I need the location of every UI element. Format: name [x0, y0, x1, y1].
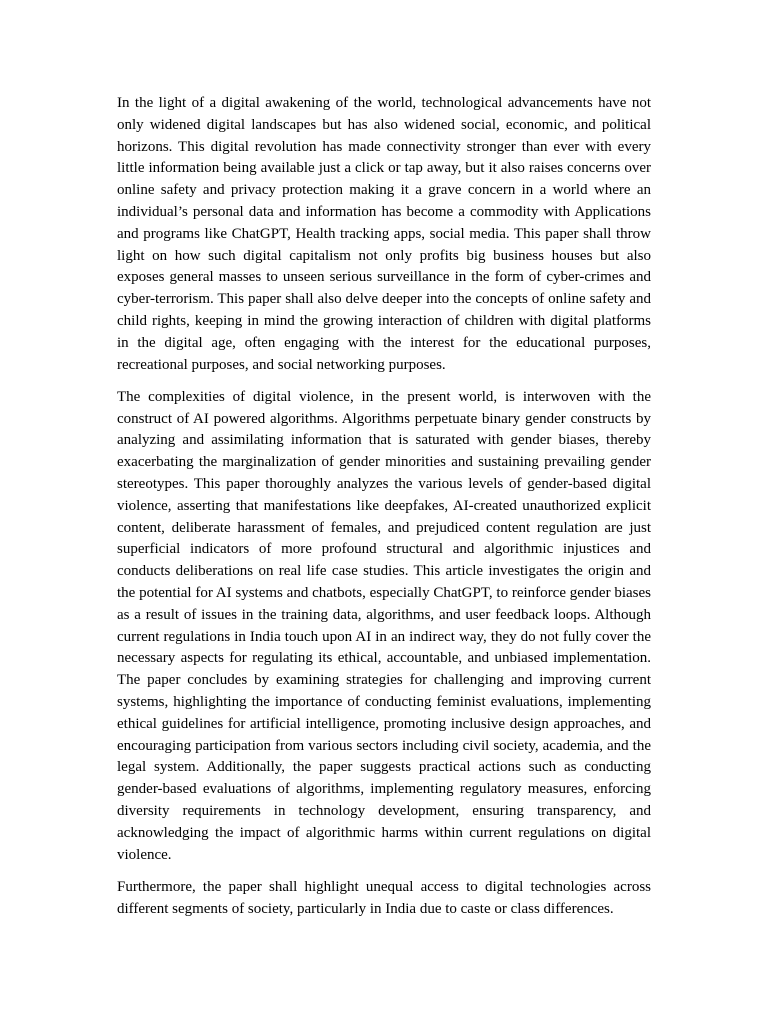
paragraph-2: The complexities of digital violence, in the present world, is interwoven with the construct of AI powered algorithms. Algorithms perpetuate binary gender constructs by analyzing and assimilating information that is saturated with gender biases, thereby exacerbating the marginalization of gender minorities and sustaining prevailing gender stereotypes. This paper thoroughly analyzes the various levels of gender-based digital violence, asserting that manifestations like deepfakes, AI-created unauthorized explicit content, deliberate harassment of females, and prejudiced content regulation are just superficial indicators of more profound structural and algorithmic injustices and conducts deliberations on real life case studies. This article investigates the origin and the potential for AI systems and chatbots, especially ChatGPT, to reinforce gender biases as a result of issues in the training data, algorithms, and user feedback loops. Although current regulations in India touch upon AI in an indirect way, they do not fully cover the necessary aspects for regulating its ethical, accountable, and unbiased implementation. The paper concludes by examining strategies for challenging and improving current systems, highlighting the importance of conducting feminist evaluations, implementing ethical guidelines for artificial intelligence, promoting inclusive design approaches, and encouraging participation from various sectors including civil society, academia, and the legal system. Additionally, the paper suggests practical actions such as conducting gender-based evaluations of algorithms, implementing regulatory measures, enforcing diversity requirements in technology development, ensuring transparency, and acknowledging the impact of algorithmic harms within current regulations on digital violence.	[117, 388, 651, 863]
paragraph-3: Furthermore, the paper shall highlight unequal access to digital technologies across different segments of society, particularly in India due to caste or class differences.	[117, 878, 651, 917]
paragraph-1: In the light of a digital awakening of the world, technological advancements have not only widened digital landscapes but has also widened social, economic, and political horizons. This digital revolution has made connectivity stronger than ever with every little information being available just a click or tap away, but it also raises concerns over online safety and privacy protection making it a grave concern in a world where an individual’s personal data and information has become a commodity with Applications and programs like ChatGPT, Health tracking apps, social media. This paper shall throw light on how such digital capitalism not only profits big business houses but also exposes general masses to unseen serious surveillance in the form of cyber-crimes and cyber-terrorism. This paper shall also delve deeper into the concepts of online safety and child rights, keeping in mind the growing interaction of children with digital platforms in the digital age, often engaging with the interest for the educational purposes, recreational purposes, and social networking purposes.	[117, 95, 651, 373]
body-text	[117, 93, 651, 931]
